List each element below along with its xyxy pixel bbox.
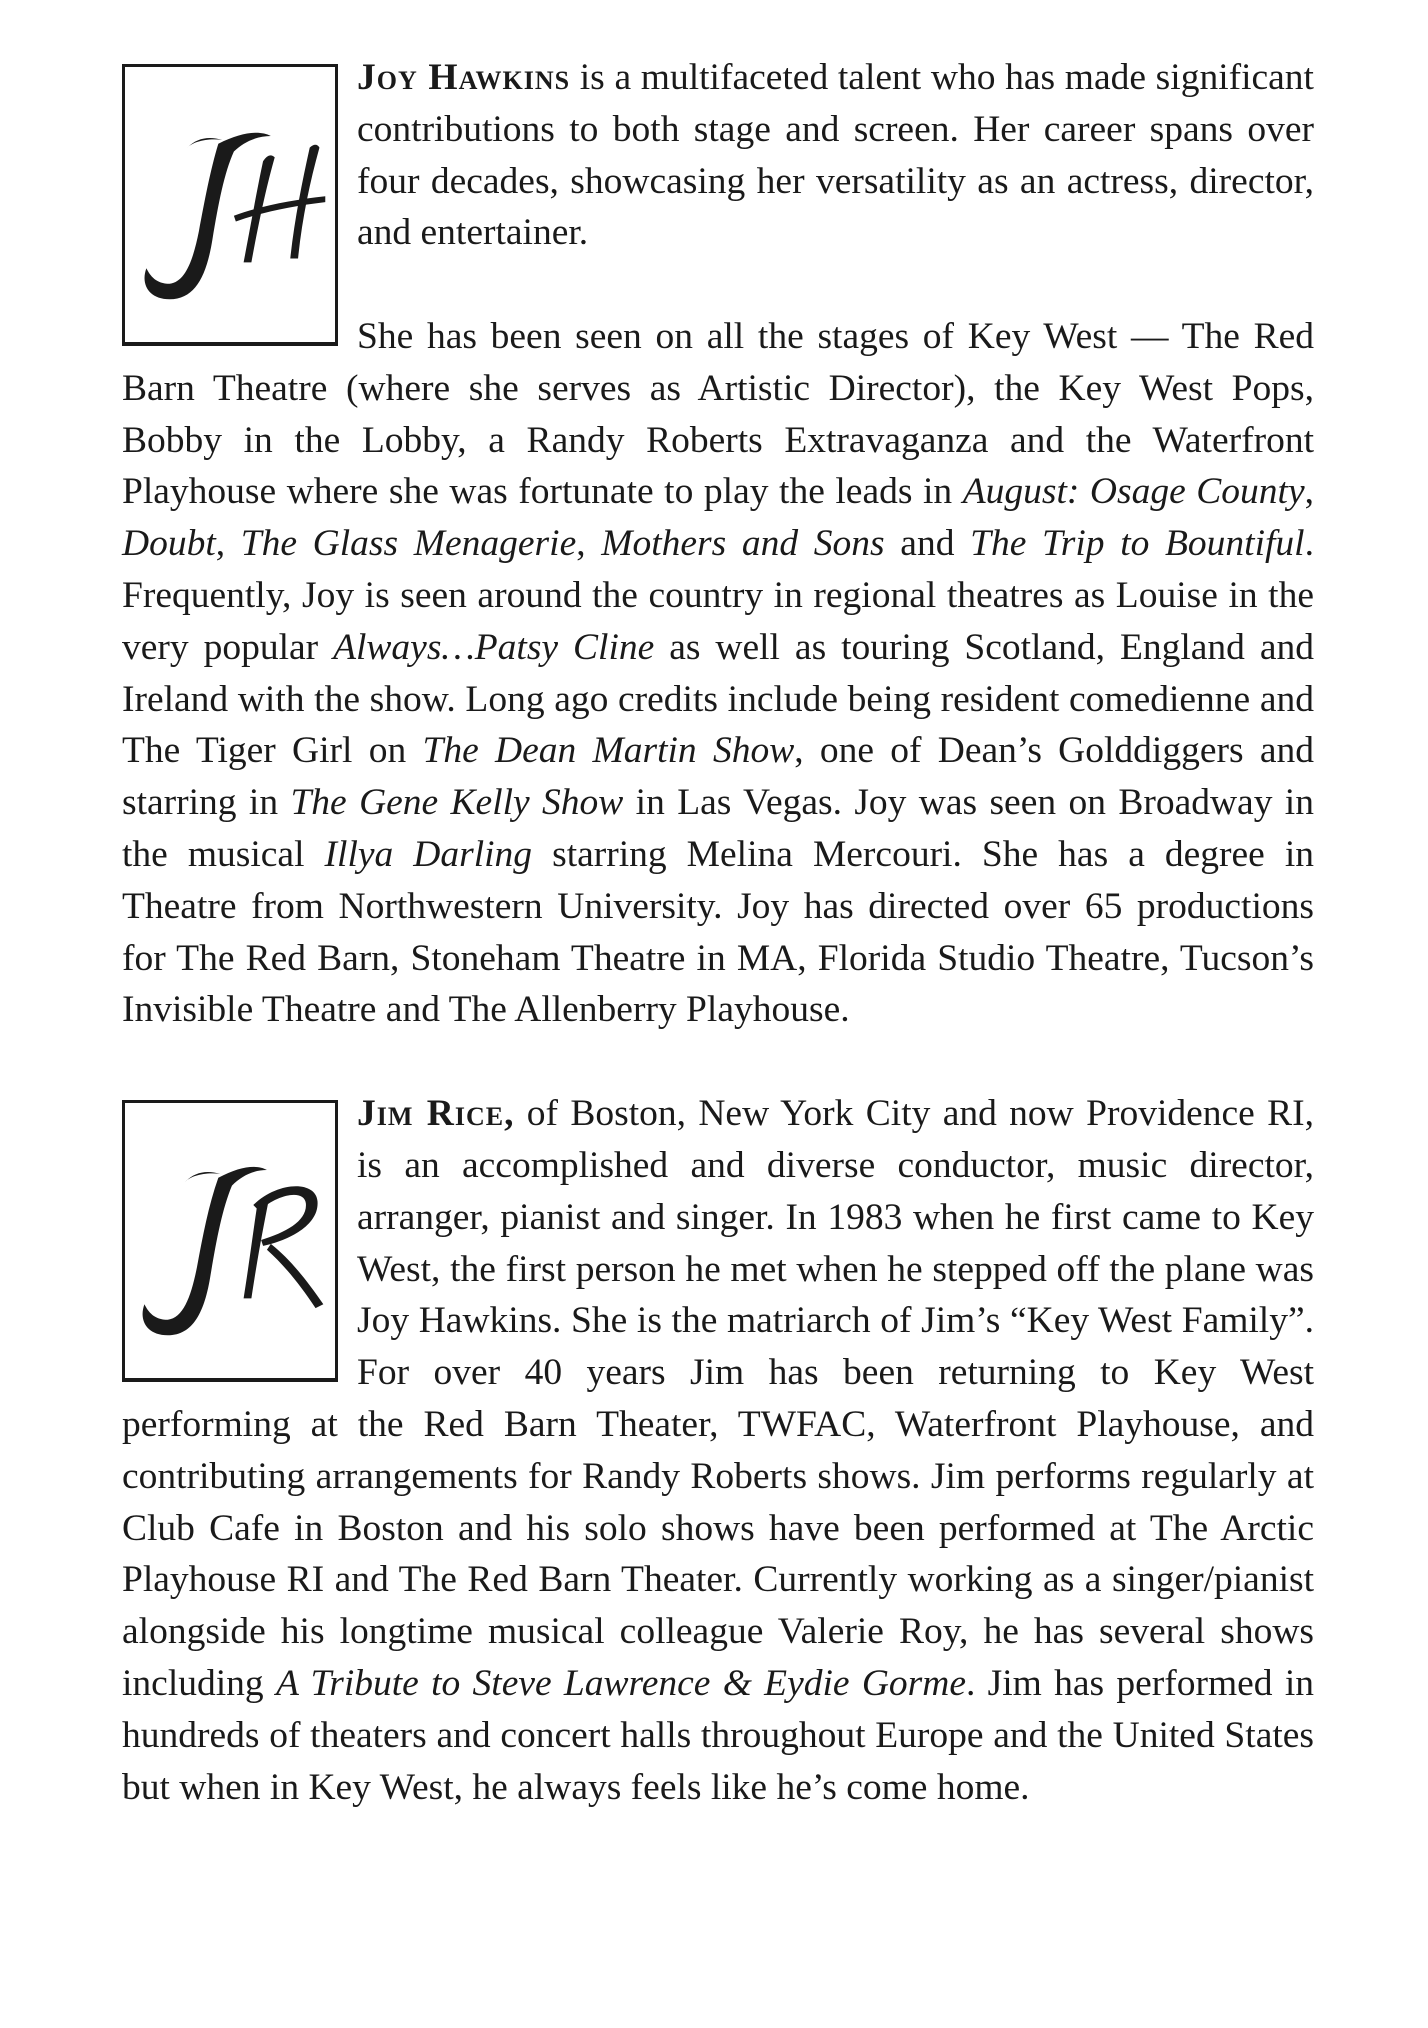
jh-monogram-mark	[125, 67, 335, 343]
show-title: The Dean Martin Show	[422, 730, 795, 772]
jr-monogram-mark	[125, 1103, 335, 1379]
bio-text: She has been seen on all the stages of Key West — The Red Barn Theatre (where she serves as Artistic Director), the Key West Pops, Bobby in the Lobby, a Randy Roberts Extravaganza and the Waterfront Playhouse where she was fortunate to play the leads in	[122, 315, 1314, 513]
show-title: Mothers and Sons	[601, 523, 885, 565]
show-title: Doubt	[122, 523, 216, 565]
bio-text: is a multifaceted talent who has made significant contributions to both stage and screen. Her career spans over four decades, showcasing her versatility as an actress, director, and entertainer.	[357, 57, 1314, 254]
show-title: The Glass Menagerie	[240, 523, 577, 565]
bio-jim-rice	[122, 1088, 1314, 1813]
bio-text: . Frequently, Joy is seen around the country in regional theatres as Louise in the very popular	[122, 523, 1314, 668]
show-title: The Trip to Bountiful	[970, 523, 1305, 565]
bio-text: . Jim has performed in hundreds of theaters and concert halls throughout Europe and the United States but when in Key West, he always feels like he’s come home.	[122, 1662, 1315, 1808]
show-title: Always…Patsy Cline	[333, 626, 655, 668]
show-title: August: Osage County	[962, 471, 1305, 513]
person-name: Joy Hawkins	[357, 57, 571, 98]
person-name: Jim Rice,	[357, 1093, 515, 1135]
bio-text: and	[884, 523, 971, 565]
bio-text: ,	[1304, 471, 1314, 513]
monogram-jr	[122, 1100, 338, 1382]
show-title: A Tribute to Steve Lawrence & Eydie Gorme	[275, 1662, 966, 1704]
monogram-jh	[122, 64, 338, 346]
bio-joy-hawkins	[122, 52, 1314, 1036]
bio-text: ,	[576, 523, 602, 565]
bio-text: of Boston, New York City and now Providence RI, is an accomplished and diverse conductor, music director, arranger, pianist and singer. In 1983 when he first came to Key West, the first person he met when he stepped off the plane was Joy Hawkins. She is the matriarch of Jim’s “Key West Family”. For over 40 years Jim has been returning to Key West performing at the Red Barn Theater, TWFAC, Waterfront Playhouse, and contributing arrangements for Randy Roberts shows. Jim performs regularly at Club Cafe in Boston and his solo shows have been performed at The Arctic Playhouse RI and The Red Barn Theater. Currently working as a singer/pianist alongside his longtime musical colleague Valerie Roy, he has several shows including	[122, 1093, 1315, 1704]
bio-text: as well as touring Scotland, England and Ireland with the show. Long ago credits include being resident comedienne and The Tiger Girl on	[122, 626, 1315, 772]
bio-joy-paragraph-2	[122, 311, 1314, 1036]
bio-text: in Las Vegas. Joy was seen on Broadway in the musical	[122, 782, 1314, 875]
program-page	[122, 52, 1314, 1813]
show-title: Illya Darling	[324, 833, 533, 875]
bio-text: , one of Dean’s Golddiggers and starring in	[122, 730, 1314, 824]
bio-text: ,	[215, 523, 241, 565]
bio-text: starring Melina Mercouri. She has a degree in Theatre from Northwestern University. Joy has directed over 65 productions for The Red Barn, Stoneham Theatre in MA, Florida Studio Theatre, Tucson’s Invisible Theatre and The Allenberry Playhouse.	[122, 833, 1315, 1031]
show-title: The Gene Kelly Show	[290, 782, 624, 824]
